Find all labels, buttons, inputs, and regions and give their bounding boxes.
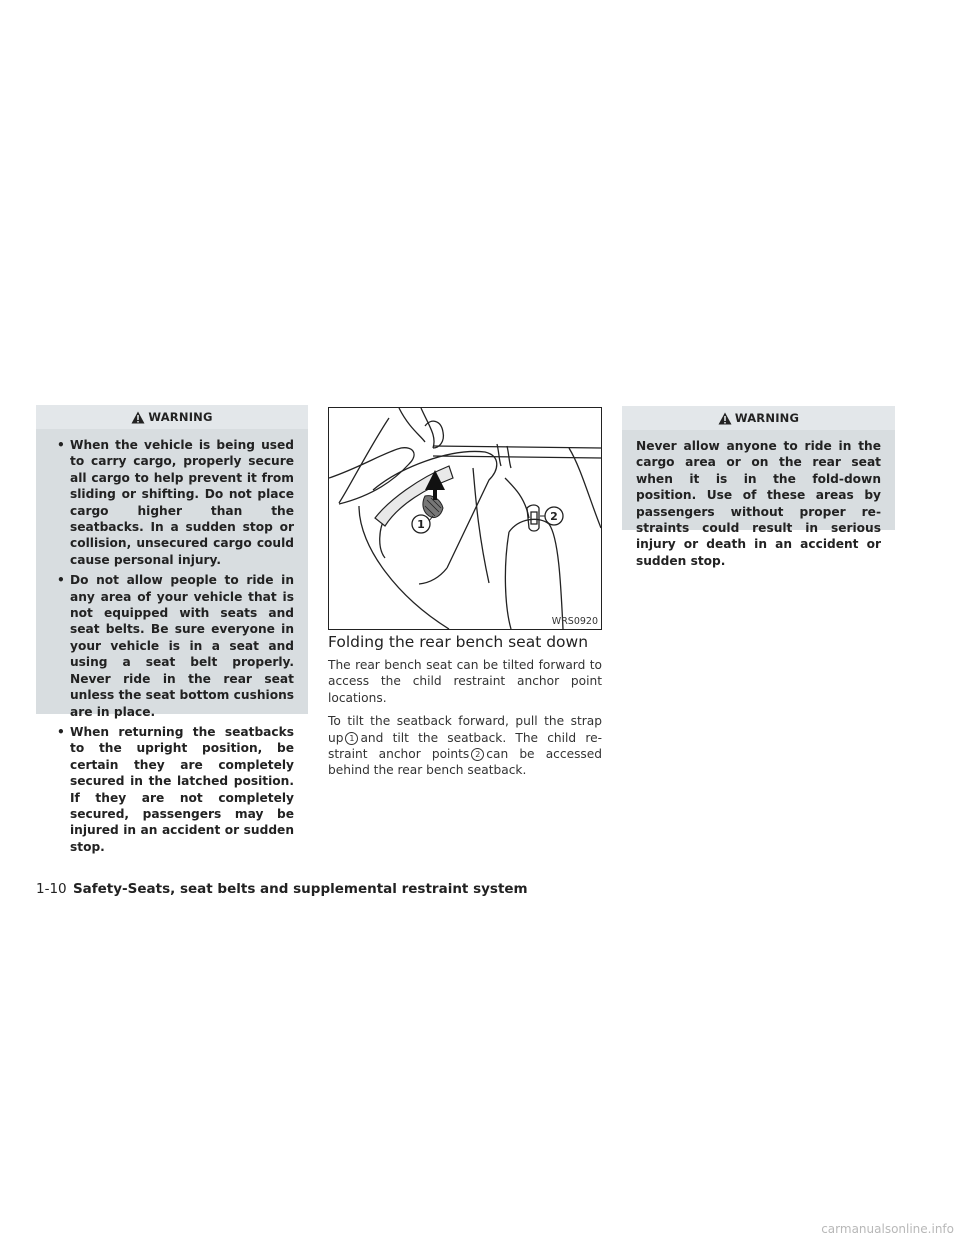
section-heading: Folding the rear bench seat down bbox=[328, 633, 589, 651]
body-text-span: can be accessed behind the rear bench seatback. bbox=[328, 747, 602, 778]
warning-triangle-icon bbox=[131, 411, 145, 424]
page-footer bbox=[36, 881, 528, 897]
warning-item-text: Do not allow people to ride in any area of your vehicle that is not equipped with seats and seat belts. Be sure everyone in your vehicle is in a seat and using a seat belt properly. Never ride in the rear seat unless the seat bottom cushions are in place. bbox=[70, 573, 294, 719]
warning-box-right bbox=[622, 406, 895, 568]
ref-marker-1: 1 bbox=[345, 732, 358, 745]
warning-text: Never allow anyone to ride in the cargo area or on the rear seat when it is in the fold-down position. Use of these areas by passengers without proper re-straints could result in serious injury or death in an accident or sudden stop. bbox=[636, 439, 881, 568]
body-text-span: To tilt the seatback forward, pull the strap up bbox=[328, 714, 602, 745]
warning-title: WARNING bbox=[148, 410, 213, 424]
warning-header bbox=[622, 406, 895, 430]
section-body bbox=[328, 657, 602, 786]
figure-code: WRS0920 bbox=[551, 616, 598, 627]
warning-item bbox=[50, 572, 294, 720]
warning-box-left bbox=[36, 405, 308, 854]
page-number: 1-10 bbox=[36, 881, 67, 897]
rear-seat-strap-drawing bbox=[329, 408, 601, 629]
warning-item-text: When the vehicle is being used to carry cargo, properly secure all cargo to help prevent it from sliding or shifting. Do not place cargo higher than the seatbacks. In a sudden stop or collision, unsecured cargo could cause personal injury. bbox=[70, 438, 294, 567]
bullet-icon: • bbox=[57, 438, 65, 452]
seat-illustration bbox=[328, 407, 602, 630]
body-paragraph: The rear bench seat can be tilted forward to access the child restraint anchor point locations. bbox=[328, 658, 602, 705]
callout-2: 2 bbox=[550, 510, 558, 523]
callout-1: 1 bbox=[417, 518, 425, 531]
body-paragraph bbox=[328, 713, 602, 779]
warning-item bbox=[50, 437, 294, 568]
body-text-span: and tilt the seatback. The child re-straint anchor points bbox=[328, 730, 602, 762]
warning-title: WARNING bbox=[734, 411, 800, 425]
bullet-icon: • bbox=[57, 573, 65, 588]
warning-item bbox=[50, 724, 294, 855]
ref-marker-2: 2 bbox=[471, 748, 484, 761]
chapter-title: Safety-Seats, seat belts and supplemental restraint system bbox=[72, 881, 528, 897]
warning-triangle-icon bbox=[718, 412, 732, 425]
watermark: carmanualsonline.info bbox=[821, 1222, 954, 1236]
warning-header bbox=[36, 405, 308, 429]
bullet-icon: • bbox=[57, 724, 65, 739]
warning-item-text: When returning the seatbacks to the upright position, be certain they are completely secured in the latched position. If they are not completely secured, passengers may be injured in an accident or sudden stop. bbox=[70, 724, 294, 854]
